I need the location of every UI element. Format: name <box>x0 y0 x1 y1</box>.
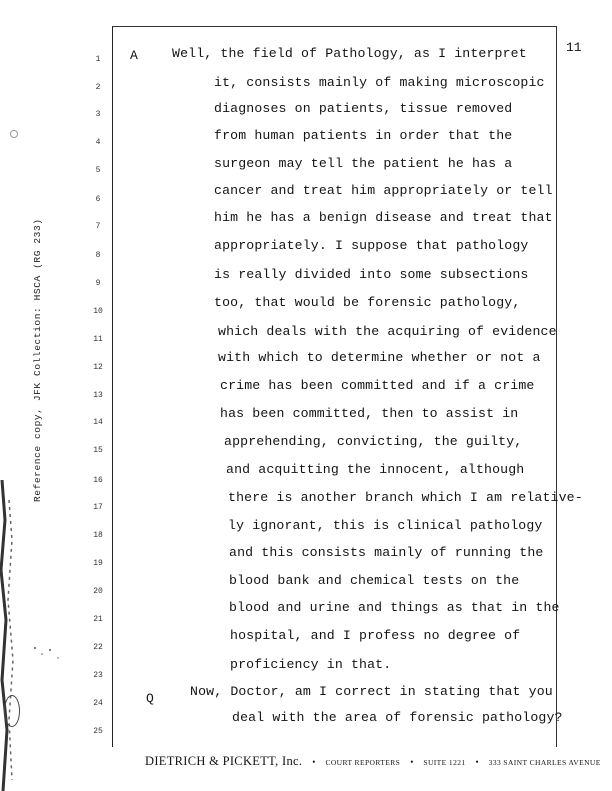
punch-hole <box>4 695 20 727</box>
transcript-line: from human patients in order that the <box>214 128 513 143</box>
transcript-line: cancer and treat him appropriately or tell <box>214 183 553 198</box>
line-number: 3 <box>95 110 101 119</box>
footer-separator: • <box>410 757 414 767</box>
line-number: 15 <box>93 446 103 455</box>
transcript-line: and acquitting the innocent, although <box>226 462 525 477</box>
transcript-line: too, that would be forensic pathology, <box>214 295 521 310</box>
transcript-line: him he has a benign disease and treat that <box>214 210 553 225</box>
footer-address: 333 SAINT CHARLES AVENUE <box>488 758 601 767</box>
line-number: 22 <box>93 643 103 652</box>
line-number: 9 <box>95 279 101 288</box>
transcript-line: it, consists mainly of making microscopic <box>214 75 545 90</box>
transcript-line: deal with the area of forensic pathology? <box>232 710 563 725</box>
transcript-line: is really divided into some subsections <box>214 267 529 282</box>
line-number: 21 <box>93 615 103 624</box>
transcript-line: proficiency in that. <box>230 657 392 672</box>
transcript-line: Now, Doctor, am I correct in stating that you <box>190 684 553 699</box>
scan-speckle <box>30 640 70 670</box>
speaker-question: Q <box>146 691 154 706</box>
line-number: 1 <box>95 55 101 64</box>
line-number: 8 <box>95 251 101 260</box>
line-number: 25 <box>93 727 103 736</box>
line-number: 18 <box>93 531 103 540</box>
transcript-line: with which to determine whether or not a <box>218 350 541 365</box>
line-number: 20 <box>93 587 103 596</box>
line-number: 24 <box>93 699 103 708</box>
footer-reporters: COURT REPORTERS <box>325 758 401 767</box>
line-number: 12 <box>93 363 103 372</box>
line-number: 6 <box>95 195 101 204</box>
page-number: 11 <box>566 40 582 55</box>
transcript-line: and this consists mainly of running the <box>229 545 544 560</box>
transcript-line: which deals with the acquiring of evidence <box>218 324 557 339</box>
speaker-answer: A <box>130 48 138 63</box>
line-number: 23 <box>93 671 103 680</box>
line-number: 5 <box>95 166 101 175</box>
transcript-line: diagnoses on patients, tissue removed <box>214 101 513 116</box>
line-number: 16 <box>93 476 103 485</box>
transcript-line: appropriately. I suppose that pathology <box>214 238 529 253</box>
line-number: 7 <box>95 222 101 231</box>
footer-separator: • <box>312 757 316 767</box>
transcript-line: surgeon may tell the patient he has a <box>214 156 513 171</box>
transcript-line: apprehending, convicting, the guilty, <box>224 434 523 449</box>
transcript-line: blood and urine and things as that in the <box>229 600 560 615</box>
transcript-line: blood bank and chemical tests on the <box>229 573 520 588</box>
transcript-line: Well, the field of Pathology, as I interpret <box>172 46 527 61</box>
transcript-line: there is another branch which I am relative- <box>228 490 583 505</box>
footer-suite: SUITE 1221 <box>423 758 466 767</box>
footer-firm: DIETRICH & PICKETT, Inc. <box>145 754 303 768</box>
footer-separator: • <box>475 757 479 767</box>
scan-edge-noise <box>0 480 18 791</box>
margin-reference-text: Reference copy, JFK Collection: HSCA (RG 233) <box>32 218 43 502</box>
transcript-line: ly ignorant, this is clinical pathology <box>228 518 543 533</box>
line-number: 13 <box>93 391 103 400</box>
transcript-line: has been committed, then to assist in <box>220 406 519 421</box>
punch-hole <box>10 130 18 138</box>
line-number: 11 <box>93 335 103 344</box>
line-number: 19 <box>93 559 103 568</box>
transcript-line: crime has been committed and if a crime <box>220 378 535 393</box>
line-number: 4 <box>95 138 101 147</box>
line-number: 2 <box>95 83 101 92</box>
line-number: 17 <box>93 503 103 512</box>
transcript-line: hospital, and I profess no degree of <box>230 628 521 643</box>
line-number: 10 <box>93 307 103 316</box>
line-number: 14 <box>93 418 103 427</box>
footer <box>145 752 601 770</box>
